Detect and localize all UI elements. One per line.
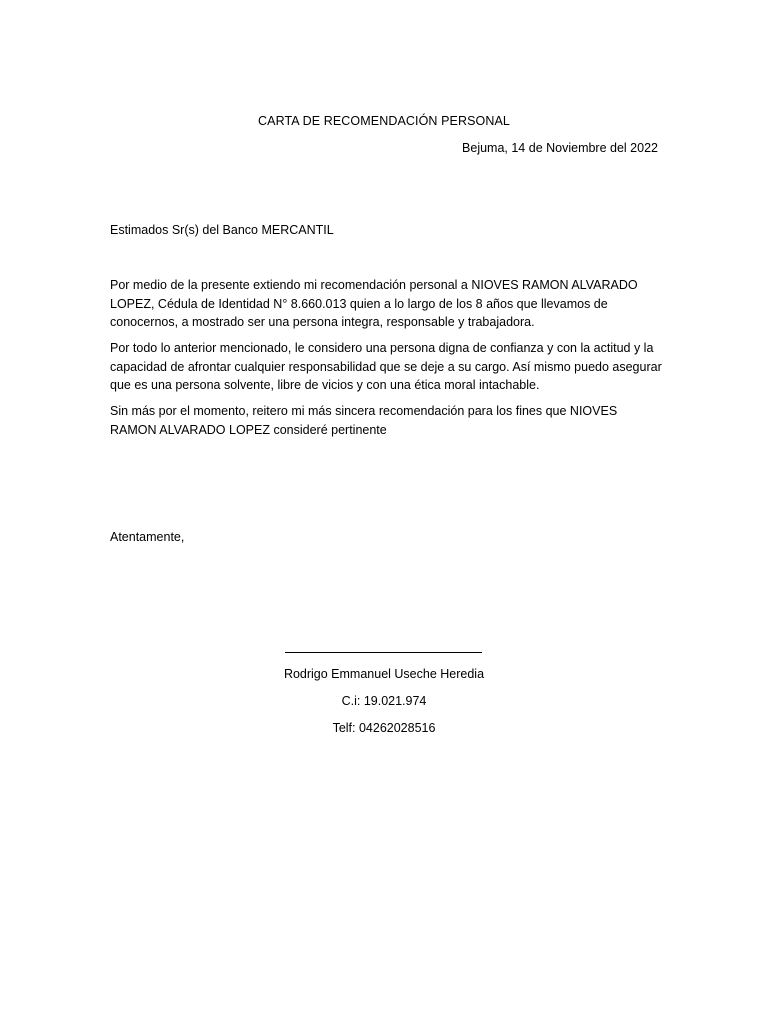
letter-date: Bejuma, 14 de Noviembre del 2022 [462, 141, 658, 155]
letter-greeting: Estimados Sr(s) del Banco MERCANTIL [110, 223, 334, 237]
signer-id: C.i: 19.021.974 [341, 694, 427, 708]
signature-line [285, 652, 482, 653]
letter-paragraph: Por medio de la presente extiendo mi recomendación personal a NIOVES RAMON ALVARADO LOPEZ, Cédula de Identidad N° 8.660.013 quien a lo largo de los 8 años que llevamos de conocernos, a mostrado ser una persona integra, responsable y trabajadora. [110, 278, 638, 329]
signer-phone: Telf: 04262028516 [332, 721, 436, 735]
letter-paragraph: Sin más por el momento, reitero mi más sincera recomendación para los fines que NIOVES RAMON ALVARADO LOPEZ consideré pertinente [110, 404, 618, 437]
letter-closing: Atentamente, [110, 530, 185, 544]
signer-name: Rodrigo Emmanuel Useche Heredia [283, 667, 485, 681]
letter-title: CARTA DE RECOMENDACIÓN PERSONAL [258, 114, 510, 128]
letter-paragraph: Por todo lo anterior mencionado, le considero una persona digna de confianza y con la actitud y la capacidad de afrontar cualquier responsabilidad que se deje a su cargo. Así mismo puedo asegurar que es una persona solvente, libre de vicios y con una ética moral intachable. [110, 341, 662, 392]
